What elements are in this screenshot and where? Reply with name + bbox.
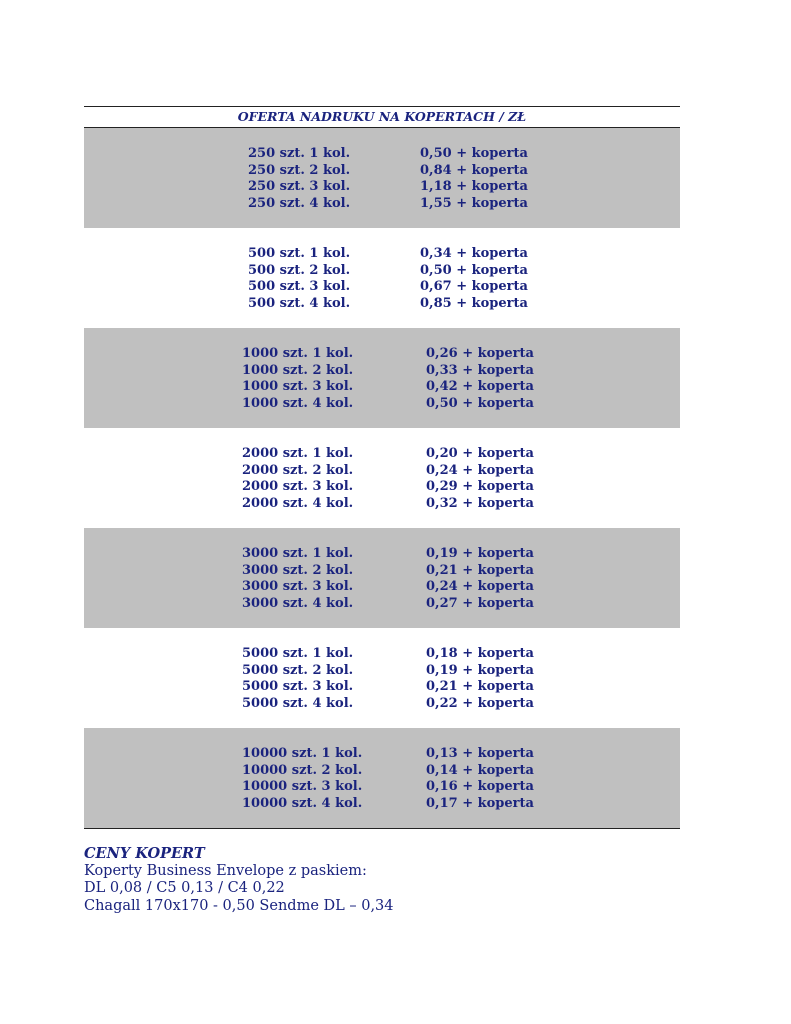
quantity-label: 3000 szt. 2 kol. [242, 562, 354, 578]
quantity-label: 3000 szt. 3 kol. [242, 579, 354, 595]
price-value: 0,22 + koperta [426, 696, 534, 712]
price-block-rows [84, 146, 680, 213]
quantity-label: 500 szt. 2 kol. [248, 262, 351, 278]
price-row [84, 196, 680, 213]
price-row [84, 163, 680, 180]
price-value: 0,18 + koperta [426, 646, 534, 661]
price-value: 0,84 + koperta [420, 162, 528, 178]
price-value: 0,21 + koperta [426, 679, 534, 695]
price-value: 0,24 + koperta [426, 462, 534, 478]
envelope-prices-line: DL 0,08 / C5 0,13 / C4 0,22 [84, 880, 285, 896]
price-row [84, 463, 680, 480]
price-value: 0,19 + koperta [426, 662, 534, 678]
quantity-label: 10000 szt. 1 kol. [242, 746, 363, 761]
table-title: OFERTA NADRUKU NA KOPERTACH / ZŁ [237, 109, 527, 124]
quantity-label: 5000 szt. 1 kol. [242, 646, 354, 661]
price-row [84, 563, 680, 580]
price-value: 0,17 + koperta [426, 796, 534, 812]
price-block [84, 728, 680, 828]
price-value: 0,16 + koperta [426, 779, 534, 795]
quantity-label: 250 szt. 4 kol. [248, 196, 351, 212]
quantity-label: 2000 szt. 4 kol. [242, 496, 354, 512]
price-row [84, 779, 680, 796]
quantity-label: 250 szt. 2 kol. [248, 162, 351, 178]
price-row [84, 363, 680, 380]
price-row [84, 179, 680, 196]
price-value: 1,55 + koperta [420, 196, 528, 212]
price-block [84, 428, 680, 528]
quantity-label: 5000 szt. 4 kol. [242, 696, 354, 712]
envelope-prices [84, 845, 394, 915]
price-value: 0,85 + koperta [420, 296, 528, 312]
price-row [84, 763, 680, 780]
price-blocks [84, 128, 680, 828]
price-row [84, 246, 680, 263]
price-value: 0,13 + koperta [426, 746, 534, 761]
price-row [84, 279, 680, 296]
price-row [84, 663, 680, 680]
price-block-rows [84, 546, 680, 613]
quantity-label: 10000 szt. 4 kol. [242, 796, 363, 812]
price-block [84, 528, 680, 628]
price-value: 0,50 + koperta [420, 262, 528, 278]
price-row [84, 546, 680, 563]
quantity-label: 10000 szt. 2 kol. [242, 762, 363, 778]
price-row [84, 596, 680, 613]
price-row [84, 446, 680, 463]
quantity-label: 1000 szt. 3 kol. [242, 379, 354, 395]
price-block [84, 628, 680, 728]
price-block [84, 328, 680, 428]
price-row [84, 746, 680, 763]
price-value: 0,50 + koperta [420, 146, 528, 161]
price-row [84, 496, 680, 513]
price-row [84, 263, 680, 280]
bottom-rule [84, 828, 680, 829]
price-table [84, 106, 680, 829]
price-value: 0,20 + koperta [426, 446, 534, 461]
price-block [84, 128, 680, 228]
quantity-label: 1000 szt. 1 kol. [242, 346, 354, 361]
price-row [84, 696, 680, 713]
price-value: 0,67 + koperta [420, 279, 528, 295]
price-value: 0,26 + koperta [426, 346, 534, 361]
quantity-label: 250 szt. 3 kol. [248, 179, 351, 195]
quantity-label: 2000 szt. 3 kol. [242, 479, 354, 495]
quantity-label: 500 szt. 4 kol. [248, 296, 351, 312]
price-value: 0,50 + koperta [426, 396, 534, 412]
price-row [84, 679, 680, 696]
quantity-label: 2000 szt. 2 kol. [242, 462, 354, 478]
quantity-label: 250 szt. 1 kol. [248, 146, 351, 161]
price-value: 0,24 + koperta [426, 579, 534, 595]
price-value: 0,33 + koperta [426, 362, 534, 378]
price-block-rows [84, 746, 680, 813]
quantity-label: 5000 szt. 3 kol. [242, 679, 354, 695]
quantity-label: 500 szt. 3 kol. [248, 279, 351, 295]
price-block-rows [84, 246, 680, 313]
price-block-rows [84, 646, 680, 713]
price-row [84, 346, 680, 363]
quantity-label: 1000 szt. 2 kol. [242, 362, 354, 378]
quantity-label: 3000 szt. 4 kol. [242, 596, 354, 612]
price-block [84, 228, 680, 328]
quantity-label: 5000 szt. 2 kol. [242, 662, 354, 678]
price-row [84, 146, 680, 163]
price-value: 0,27 + koperta [426, 596, 534, 612]
quantity-label: 2000 szt. 1 kol. [242, 446, 354, 461]
price-block-rows [84, 446, 680, 513]
envelope-prices-heading: CENY KOPERT [84, 845, 205, 862]
price-row [84, 479, 680, 496]
price-row [84, 296, 680, 313]
price-row [84, 646, 680, 663]
price-value: 0,34 + koperta [420, 246, 528, 261]
price-value: 0,42 + koperta [426, 379, 534, 395]
quantity-label: 10000 szt. 3 kol. [242, 779, 363, 795]
price-value: 0,14 + koperta [426, 762, 534, 778]
quantity-label: 3000 szt. 1 kol. [242, 546, 354, 561]
quantity-label: 500 szt. 1 kol. [248, 246, 351, 261]
price-row [84, 579, 680, 596]
price-row [84, 396, 680, 413]
price-value: 0,19 + koperta [426, 546, 534, 561]
envelope-prices-line: Chagall 170x170 - 0,50 Sendme DL – 0,34 [84, 897, 394, 914]
price-row [84, 379, 680, 396]
price-value: 0,32 + koperta [426, 496, 534, 512]
price-block-rows [84, 346, 680, 413]
quantity-label: 1000 szt. 4 kol. [242, 396, 354, 412]
price-row [84, 796, 680, 813]
price-value: 0,21 + koperta [426, 562, 534, 578]
price-value: 0,29 + koperta [426, 479, 534, 495]
envelope-prices-line: Koperty Business Envelope z paskiem: [84, 862, 367, 879]
price-value: 1,18 + koperta [420, 179, 528, 195]
